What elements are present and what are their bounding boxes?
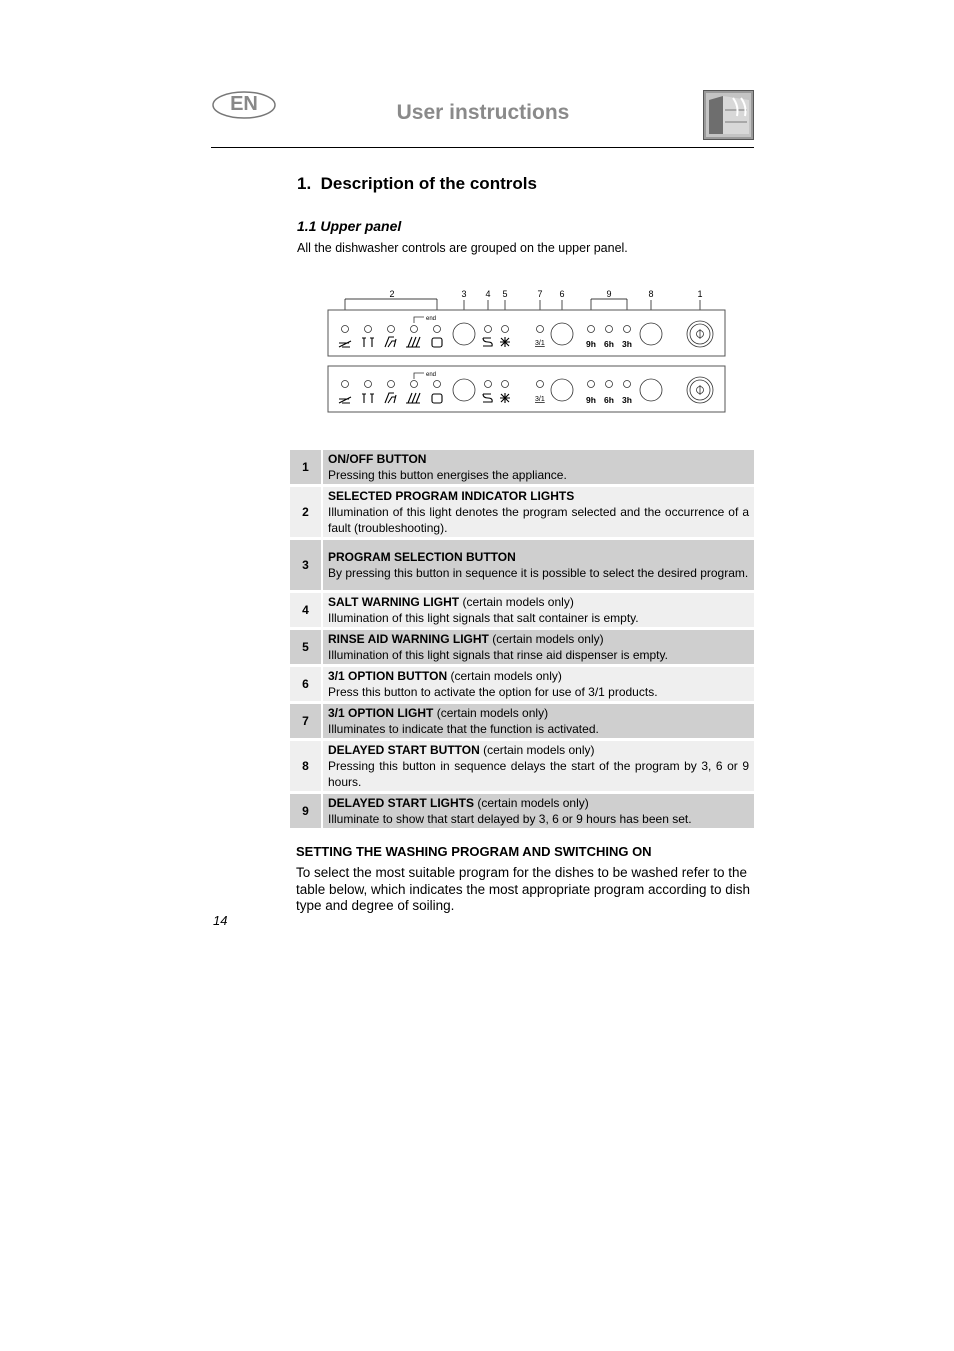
subsection-title: 1.1 Upper panel — [297, 218, 402, 234]
header-divider — [211, 147, 754, 148]
row-description: RINSE AID WARNING LIGHT (certain models only) Illumination of this light signals that rinse aid dispenser is empty. — [323, 630, 754, 664]
row-description: SELECTED PROGRAM INDICATOR LIGHTS Illumination of this light denotes the program selected and the occurrence of a fault (troubleshooting). — [323, 487, 754, 537]
row-number: 2 — [290, 487, 323, 537]
row-number: 4 — [290, 593, 323, 627]
callout-4: 4 — [485, 289, 491, 299]
language-label: EN — [230, 93, 258, 115]
row-number: 3 — [290, 540, 323, 590]
setting-section-title: SETTING THE WASHING PROGRAM AND SWITCHING ON — [296, 844, 652, 859]
table-row — [290, 794, 754, 828]
callout-1: 1 — [697, 289, 703, 299]
page-header-title: User instructions — [396, 101, 570, 124]
callout-2: 2 — [389, 289, 395, 299]
svg-text:9h: 9h — [586, 395, 596, 405]
row-description: 3/1 OPTION BUTTON (certain models only) Press this button to activate the option for use of 3/1 products. — [323, 667, 754, 701]
controls-legend-table — [290, 447, 754, 831]
upper-panel-a — [328, 310, 725, 356]
control-panel-diagram — [326, 283, 728, 415]
row-description: PROGRAM SELECTION BUTTON By pressing this button in sequence it is possible to select the desired program. — [323, 540, 754, 590]
row-description: DELAYED START LIGHTS (certain models only) Illuminate to show that start delayed by 3, 6 or 9 hours has been set. — [323, 794, 754, 828]
svg-text:3/1: 3/1 — [535, 340, 545, 347]
table-row — [290, 704, 754, 738]
svg-text:6h: 6h — [604, 395, 614, 405]
callout-6: 6 — [559, 289, 565, 299]
svg-text:end: end — [426, 316, 437, 322]
setting-section-text: To select the most suitable program for the dishes to be washed refer to the table below, which indicates the most appropriate program according to dish type and degree of soiling. — [296, 865, 751, 913]
callout-7: 7 — [537, 289, 543, 299]
table-row — [290, 487, 754, 537]
dishwasher-thumbnail-icon — [703, 90, 754, 140]
section-title: 1. Description of the controls — [297, 174, 537, 193]
callout-3: 3 — [461, 289, 467, 299]
row-number: 6 — [290, 667, 323, 701]
svg-text:3/1: 3/1 — [535, 396, 545, 403]
callout-8: 8 — [648, 289, 654, 299]
upper-panel-b — [328, 366, 725, 412]
table-row — [290, 540, 754, 590]
row-description: 3/1 OPTION LIGHT (certain models only) Illuminates to indicate that the function is activated. — [323, 704, 754, 738]
row-number: 5 — [290, 630, 323, 664]
svg-text:3h: 3h — [622, 339, 632, 349]
table-row — [290, 630, 754, 664]
row-number: 1 — [290, 450, 323, 484]
table-row — [290, 741, 754, 791]
page-number: 14 — [213, 913, 228, 928]
svg-text:9h: 9h — [586, 339, 596, 349]
table-row — [290, 667, 754, 701]
svg-text:3h: 3h — [622, 395, 632, 405]
row-number: 9 — [290, 794, 323, 828]
row-number: 8 — [290, 741, 323, 791]
row-description: ON/OFF BUTTON Pressing this button energises the appliance. — [323, 450, 754, 484]
row-description: SALT WARNING LIGHT (certain models only) Illumination of this light signals that salt container is empty. — [323, 593, 754, 627]
table-row — [290, 450, 754, 484]
table-row — [290, 593, 754, 627]
language-badge — [212, 91, 276, 119]
row-number: 7 — [290, 704, 323, 738]
svg-text:6h: 6h — [604, 339, 614, 349]
row-description: DELAYED START BUTTON (certain models only) Pressing this button in sequence delays the start of the program by 3, 6 or 9 hours. — [323, 741, 754, 791]
svg-text:end: end — [426, 372, 437, 378]
callout-5: 5 — [502, 289, 508, 299]
callout-9: 9 — [606, 289, 612, 299]
intro-text: All the dishwasher controls are grouped on the upper panel. — [297, 241, 628, 255]
